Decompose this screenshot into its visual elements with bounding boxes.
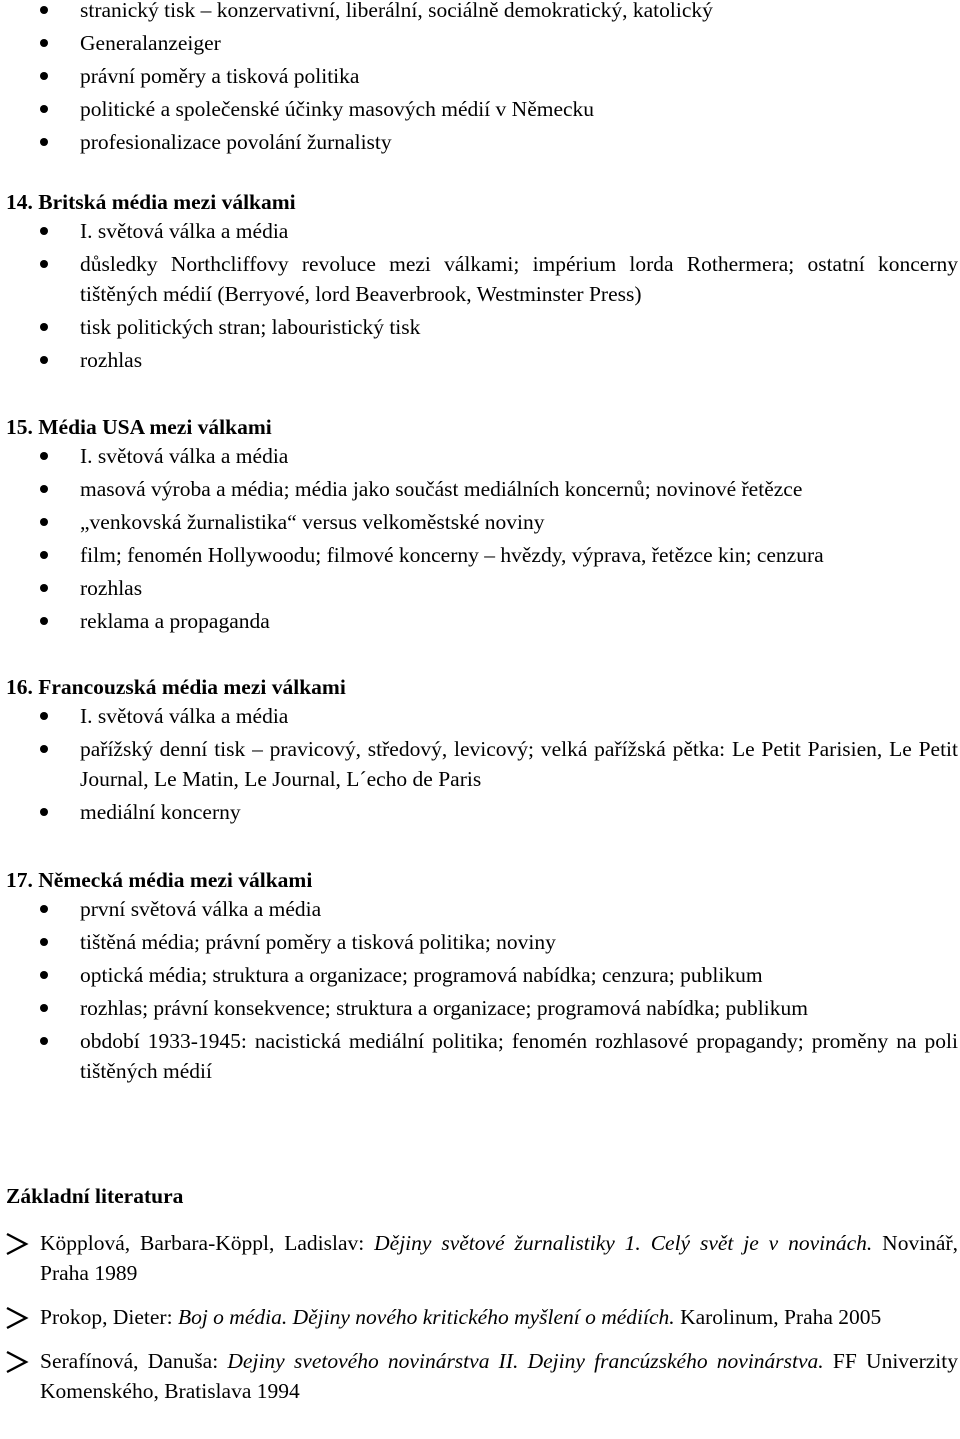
reference-list: [0, 1228, 958, 1420]
top-list-block: [0, 0, 958, 160]
reference-item: [0, 1228, 958, 1288]
list-item: [0, 0, 958, 25]
bullet-icon: [40, 1037, 48, 1045]
bullet-list: [0, 441, 958, 636]
list-item: [0, 61, 958, 91]
list-item: [0, 216, 958, 246]
bullet-icon: [40, 105, 48, 113]
reference-author: Köpplová, Barbara-Köppl, Ladislav:: [40, 1231, 375, 1255]
list-item-text: I. světová válka a média: [80, 704, 289, 728]
section-heading: 14. Britská média mezi válkami: [6, 190, 296, 214]
list-item-text: období 1933-1945: nacistická mediální politika; fenomén rozhlasové propagandy; proměny na poli tištěných médií: [80, 1029, 958, 1083]
list-item: [0, 540, 958, 570]
reference-title: Dejiny svetového novinárstva II. Dejiny francúzského novinárstva.: [227, 1349, 824, 1373]
reference-title: Dějiny světové žurnalistiky 1. Celý svět je v novinách.: [374, 1231, 873, 1255]
reference-title: Boj o média. Dějiny nového kritického myšlení o médiích.: [177, 1305, 675, 1329]
section-15: [0, 413, 958, 639]
bullet-icon: [40, 617, 48, 625]
list-item: [0, 249, 958, 309]
list-item-text: tisk politických stran; labouristický tisk: [80, 315, 421, 339]
list-item: [0, 927, 958, 957]
reference-publisher: Novinář, Praha 1989: [40, 1231, 959, 1285]
bullet-icon: [40, 485, 48, 493]
bullet-icon: [40, 584, 48, 592]
list-item: [0, 993, 958, 1023]
list-item: [0, 345, 958, 375]
list-item-text: stranický tisk – konzervativní, liberální, sociálně demokratický, katolický: [80, 0, 713, 22]
list-item: [0, 94, 958, 124]
bullet-icon: [40, 518, 48, 526]
list-item-text: I. světová válka a média: [80, 444, 289, 468]
bullet-icon: [40, 712, 48, 720]
list-item: [0, 441, 958, 471]
list-item-text: reklama a propaganda: [80, 609, 270, 633]
bullet-icon: [40, 452, 48, 460]
list-item: [0, 960, 958, 990]
bullet-list: [0, 701, 958, 827]
list-item-text: pařížský denní tisk – pravicový, středový, levicový; velká pařížská pětka: Le Petit Parisien, Le Petit Journal, Le Matin, Le Journal, L´echo de Paris: [80, 737, 958, 791]
bullet-icon: [40, 971, 48, 979]
list-item: [0, 127, 958, 157]
bullet-icon: [40, 551, 48, 559]
section-heading: 15. Média USA mezi válkami: [6, 415, 272, 439]
bullet-icon: [40, 6, 48, 14]
bullet-icon: [40, 808, 48, 816]
list-item-text: „venkovská žurnalistika“ versus velkoměstské noviny: [80, 510, 545, 534]
bullet-icon: [40, 39, 48, 47]
list-item-text: politické a společenské účinky masových médií v Německu: [80, 97, 595, 121]
reference-item: [0, 1302, 958, 1332]
list-item-text: film; fenomén Hollywoodu; filmové koncerny – hvězdy, výprava, řetězce kin; cenzura: [80, 543, 824, 567]
list-item: [0, 1026, 958, 1086]
section-14: [0, 188, 958, 378]
bullet-icon: [40, 323, 48, 331]
list-item-text: tištěná média; právní poměry a tisková politika; noviny: [80, 930, 556, 954]
list-item: [0, 606, 958, 636]
list-item-text: I. světová válka a média: [80, 219, 289, 243]
reference-publisher: FF Univerzity Komenského, Bratislava 1994: [40, 1349, 958, 1403]
section-heading: 16. Francouzská média mezi válkami: [6, 675, 346, 699]
arrow-bullet-icon: [5, 1350, 29, 1374]
section-heading: 17. Německá média mezi válkami: [6, 868, 313, 892]
arrow-bullet-icon: [5, 1306, 29, 1330]
list-item: [0, 507, 958, 537]
list-item-text: optická média; struktura a organizace; programová nabídka; cenzura; publikum: [80, 963, 763, 987]
bullet-icon: [40, 260, 48, 268]
list-item-text: rozhlas; právní konsekvence; struktura a organizace; programová nabídka; publikum: [80, 996, 808, 1020]
reference-item: [0, 1346, 958, 1406]
reference-author: Serafínová, Danuša:: [40, 1349, 228, 1373]
reference-author: Prokop, Dieter:: [40, 1305, 178, 1329]
bullet-list: [0, 216, 958, 375]
list-item-text: rozhlas: [80, 576, 143, 600]
list-item: [0, 312, 958, 342]
section-17: [0, 866, 958, 1089]
list-item-text: Generalanzeiger: [80, 31, 221, 55]
bullet-icon: [40, 356, 48, 364]
list-item-text: mediální koncerny: [80, 800, 241, 824]
bullet-icon: [40, 745, 48, 753]
list-item-text: rozhlas: [80, 348, 143, 372]
list-item: [0, 797, 958, 827]
list-item: [0, 894, 958, 924]
section-16: [0, 673, 958, 830]
list-item-text: důsledky Northcliffovy revoluce mezi válkami; impérium lorda Rothermera; ostatní koncerny tištěných médií (Berryové, lord Beaverbrook, Westminster Press): [80, 252, 958, 306]
list-item-text: profesionalizace povolání žurnalisty: [80, 130, 392, 154]
list-item: [0, 573, 958, 603]
list-item: [0, 734, 958, 794]
literature-heading: Základní literatura: [6, 1184, 184, 1208]
bullet-icon: [40, 905, 48, 913]
bullet-icon: [40, 227, 48, 235]
list-item: [0, 474, 958, 504]
list-item: [0, 28, 958, 58]
bullet-icon: [40, 938, 48, 946]
bullet-icon: [40, 138, 48, 146]
list-item-text: první světová válka a média: [80, 897, 322, 921]
reference-publisher: Karolinum, Praha 2005: [674, 1305, 882, 1329]
bullet-icon: [40, 1004, 48, 1012]
list-item: [0, 701, 958, 731]
bullet-icon: [40, 72, 48, 80]
bullet-list: [0, 894, 958, 1086]
arrow-bullet-icon: [5, 1232, 29, 1256]
bullet-list: [0, 0, 958, 157]
list-item-text: masová výroba a média; média jako součást mediálních koncernů; novinové řetězce: [80, 477, 803, 501]
list-item-text: právní poměry a tisková politika: [80, 64, 360, 88]
